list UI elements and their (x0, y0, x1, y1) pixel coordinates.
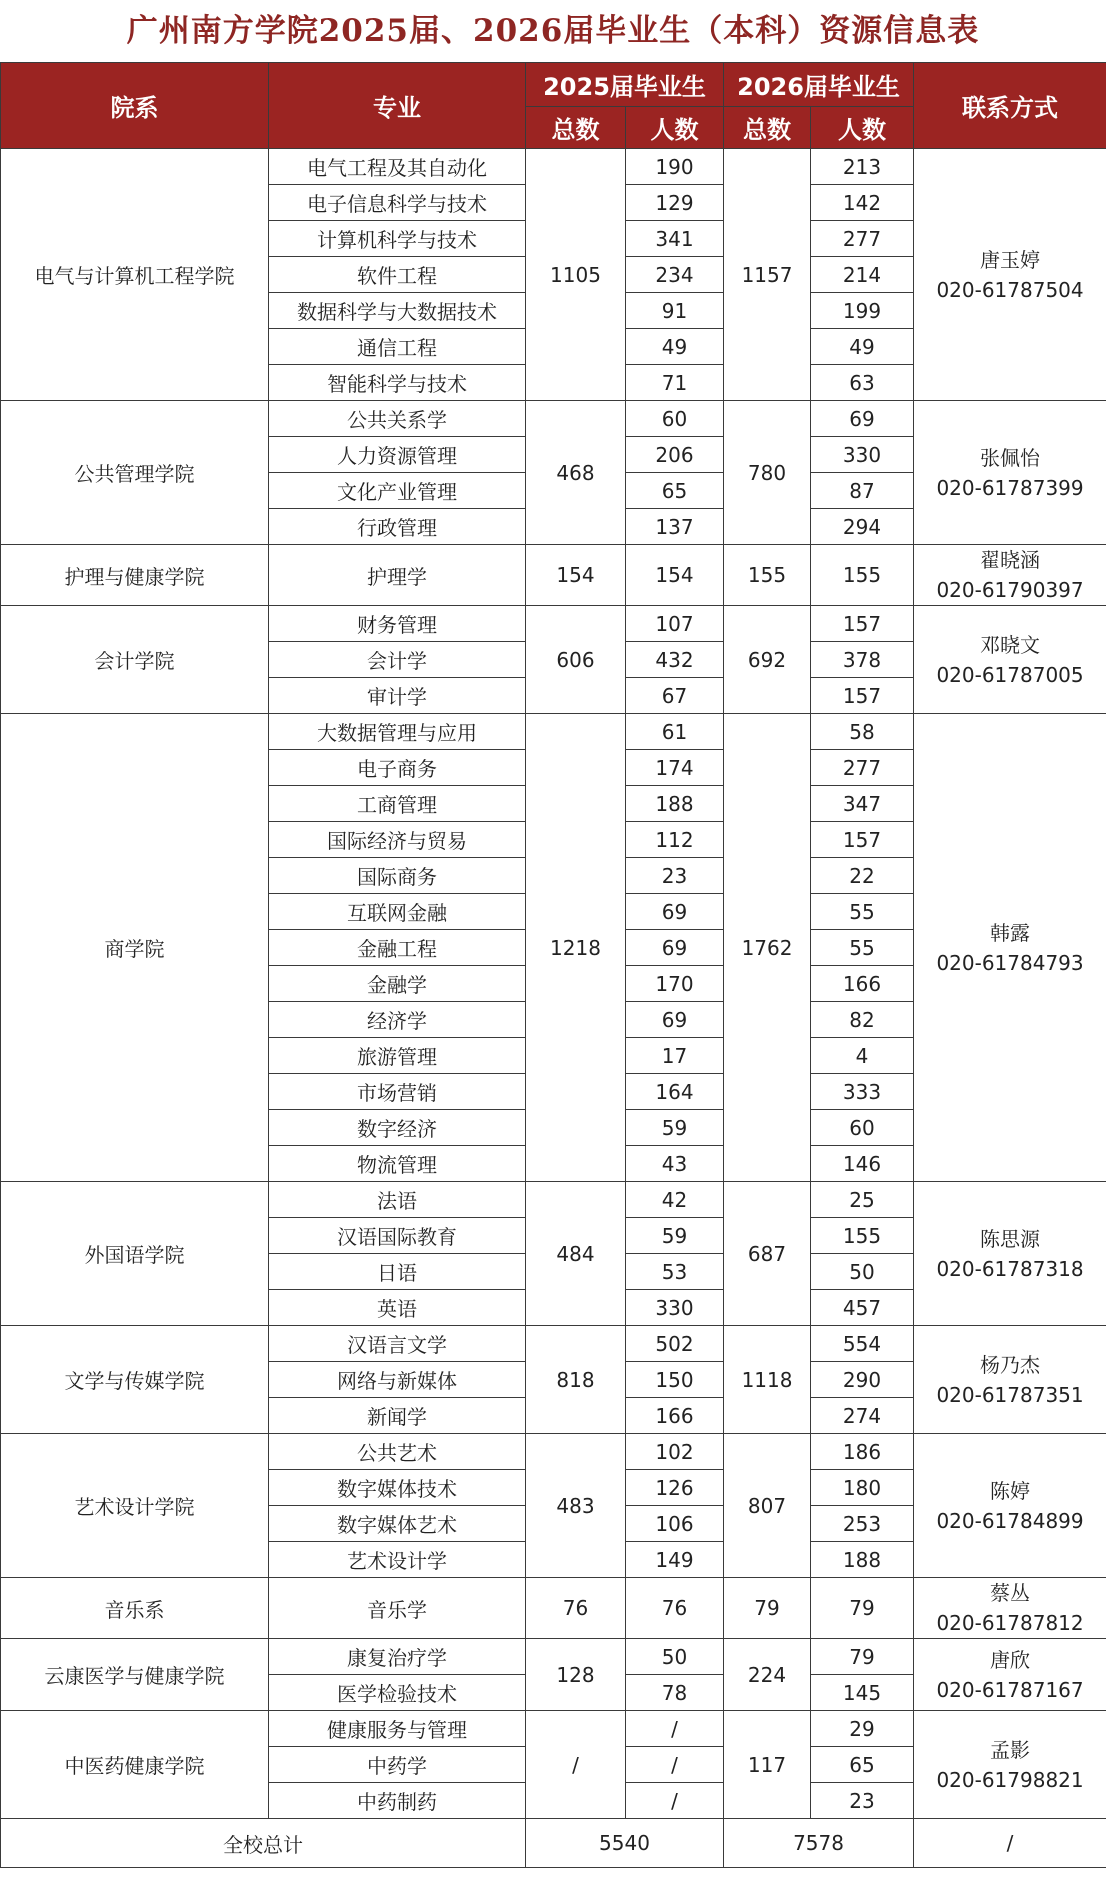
major-name: 公共艺术 (269, 1434, 526, 1470)
major-count-2025: 432 (626, 642, 724, 678)
dept-total-2026: 687 (724, 1182, 811, 1326)
contact-name: 翟晓涵 (980, 548, 1041, 572)
major-count-2025: 234 (626, 257, 724, 293)
contact-name: 杨乃杰 (980, 1352, 1041, 1377)
contact-phone: 020-61784793 (936, 950, 1084, 975)
table-row (1, 545, 1106, 606)
dept-total-2025: 154 (526, 545, 626, 606)
dept-name: 商学院 (1, 714, 269, 1182)
major-count-2025: 170 (626, 966, 724, 1002)
dept-total-2025: 606 (526, 606, 626, 714)
major-name: 计算机科学与技术 (269, 221, 526, 257)
major-count-2025: 42 (626, 1182, 724, 1218)
major-count-2025: 61 (626, 714, 724, 750)
major-count-2026: 157 (811, 678, 914, 714)
contact-cell (914, 1578, 1106, 1639)
contact-name: 蔡丛 (990, 1581, 1031, 1605)
major-count-2025: 23 (626, 858, 724, 894)
major-count-2026: 347 (811, 786, 914, 822)
major-name: 会计学 (269, 642, 526, 678)
major-name: 公共关系学 (269, 401, 526, 437)
major-count-2026: 199 (811, 293, 914, 329)
table-row (1, 401, 1106, 437)
major-name: 审计学 (269, 678, 526, 714)
major-count-2025: 53 (626, 1254, 724, 1290)
dept-name: 艺术设计学院 (1, 1434, 269, 1578)
major-name: 电子信息科学与技术 (269, 185, 526, 221)
dept-name: 文学与传媒学院 (1, 1326, 269, 1434)
total-contact: / (914, 1819, 1106, 1868)
dept-total-2025: 128 (526, 1639, 626, 1711)
major-count-2026: 69 (811, 401, 914, 437)
major-count-2026: 157 (811, 822, 914, 858)
major-count-2025: 166 (626, 1398, 724, 1434)
major-count-2025: 17 (626, 1038, 724, 1074)
header-2026: 2026届毕业生 (724, 63, 914, 107)
major-count-2026: 82 (811, 1002, 914, 1038)
major-name: 艺术设计学 (269, 1542, 526, 1578)
major-count-2025: 126 (626, 1470, 724, 1506)
dept-name: 音乐系 (1, 1578, 269, 1639)
major-count-2025: 50 (626, 1639, 724, 1675)
major-count-2026: 214 (811, 257, 914, 293)
major-count-2025: 43 (626, 1146, 724, 1182)
major-count-2026: 79 (811, 1639, 914, 1675)
major-count-2025: 69 (626, 894, 724, 930)
major-name: 智能科学与技术 (269, 365, 526, 401)
major-count-2025: 59 (626, 1218, 724, 1254)
major-name: 行政管理 (269, 509, 526, 545)
major-name: 数据科学与大数据技术 (269, 293, 526, 329)
major-count-2025: 76 (626, 1578, 724, 1639)
major-count-2025: 60 (626, 401, 724, 437)
major-name: 电气工程及其自动化 (269, 149, 526, 185)
major-count-2026: 55 (811, 930, 914, 966)
contact-cell (914, 714, 1106, 1182)
dept-total-2026: 692 (724, 606, 811, 714)
page-title: 广州南方学院2025届、2026届毕业生（本科）资源信息表 (126, 13, 980, 49)
contact-phone: 020-61787351 (936, 1382, 1084, 1407)
contact-cell (914, 606, 1106, 714)
major-name: 互联网金融 (269, 894, 526, 930)
major-count-2025: 164 (626, 1074, 724, 1110)
dept-name: 中医药健康学院 (1, 1711, 269, 1819)
dept-total-2026: 807 (724, 1434, 811, 1578)
contact-phone: 020-61798821 (936, 1767, 1084, 1792)
dept-total-2026: 79 (724, 1578, 811, 1639)
table-row (1, 1639, 1106, 1675)
major-count-2026: 87 (811, 473, 914, 509)
major-count-2025: 69 (626, 930, 724, 966)
dept-total-2025: 468 (526, 401, 626, 545)
major-count-2025: 502 (626, 1326, 724, 1362)
major-name: 中药制药 (269, 1783, 526, 1819)
table-row (1, 1326, 1106, 1362)
dept-name: 云康医学与健康学院 (1, 1639, 269, 1711)
major-name: 国际经济与贸易 (269, 822, 526, 858)
major-count-2026: 166 (811, 966, 914, 1002)
table-row (1, 714, 1106, 750)
major-count-2026: 330 (811, 437, 914, 473)
contact-cell (914, 1639, 1106, 1711)
major-name: 文化产业管理 (269, 473, 526, 509)
dept-total-2025: 1218 (526, 714, 626, 1182)
major-name: 金融学 (269, 966, 526, 1002)
dept-total-2026: 155 (724, 545, 811, 606)
major-name: 数字经济 (269, 1110, 526, 1146)
major-count-2025: 150 (626, 1362, 724, 1398)
major-name: 数字媒体艺术 (269, 1506, 526, 1542)
major-name: 汉语国际教育 (269, 1218, 526, 1254)
dept-total-2026: 1157 (724, 149, 811, 401)
table-row (1, 1711, 1106, 1747)
major-name: 健康服务与管理 (269, 1711, 526, 1747)
major-name: 日语 (269, 1254, 526, 1290)
major-name: 康复治疗学 (269, 1639, 526, 1675)
major-name: 中药学 (269, 1747, 526, 1783)
major-name: 护理学 (269, 545, 526, 606)
header-2026-total: 总数 (724, 107, 811, 149)
table-row (1, 149, 1106, 185)
major-name: 医学检验技术 (269, 1675, 526, 1711)
major-count-2026: 55 (811, 894, 914, 930)
contact-phone: 020-61787005 (936, 662, 1084, 687)
dept-total-2025: 1105 (526, 149, 626, 401)
major-name: 旅游管理 (269, 1038, 526, 1074)
contact-name: 邓晓文 (980, 632, 1041, 657)
major-name: 大数据管理与应用 (269, 714, 526, 750)
contact-cell (914, 149, 1106, 401)
major-count-2025: 188 (626, 786, 724, 822)
total-2025: 5540 (526, 1819, 724, 1868)
major-count-2026: 290 (811, 1362, 914, 1398)
major-count-2026: 155 (811, 1218, 914, 1254)
major-count-2026: 155 (811, 545, 914, 606)
dept-name: 护理与健康学院 (1, 545, 269, 606)
major-count-2026: 29 (811, 1711, 914, 1747)
major-name: 金融工程 (269, 930, 526, 966)
major-name: 软件工程 (269, 257, 526, 293)
total-row (1, 1819, 1106, 1868)
major-count-2026: 79 (811, 1578, 914, 1639)
contact-name: 唐欣 (990, 1647, 1031, 1672)
major-count-2026: 50 (811, 1254, 914, 1290)
major-count-2026: 378 (811, 642, 914, 678)
major-name: 数字媒体技术 (269, 1470, 526, 1506)
contact-phone: 020-61787812 (936, 1611, 1084, 1635)
major-count-2026: 277 (811, 750, 914, 786)
major-count-2025: 149 (626, 1542, 724, 1578)
major-count-2026: 277 (811, 221, 914, 257)
header-contact: 联系方式 (914, 63, 1106, 149)
major-count-2025: 206 (626, 437, 724, 473)
dept-total-2026: 117 (724, 1711, 811, 1819)
graduate-resource-table (0, 62, 1106, 1868)
table-row (1, 1182, 1106, 1218)
contact-phone: 020-61787399 (936, 475, 1084, 500)
table-row (1, 1578, 1106, 1639)
major-count-2026: 180 (811, 1470, 914, 1506)
dept-name: 电气与计算机工程学院 (1, 149, 269, 401)
contact-name: 唐玉婷 (980, 247, 1041, 272)
dept-name: 公共管理学院 (1, 401, 269, 545)
major-count-2025: 91 (626, 293, 724, 329)
major-count-2025: 330 (626, 1290, 724, 1326)
major-count-2026: 23 (811, 1783, 914, 1819)
total-2026: 7578 (724, 1819, 914, 1868)
contact-name: 陈思源 (980, 1226, 1041, 1251)
major-count-2025: 107 (626, 606, 724, 642)
major-name: 市场营销 (269, 1074, 526, 1110)
contact-phone: 020-61787167 (936, 1677, 1084, 1702)
major-count-2026: 146 (811, 1146, 914, 1182)
major-count-2025: 129 (626, 185, 724, 221)
major-count-2026: 213 (811, 149, 914, 185)
major-count-2026: 145 (811, 1675, 914, 1711)
contact-phone: 020-61790397 (936, 578, 1084, 602)
major-name: 新闻学 (269, 1398, 526, 1434)
major-count-2025: / (626, 1747, 724, 1783)
dept-total-2026: 780 (724, 401, 811, 545)
header-dept: 院系 (1, 63, 269, 149)
contact-phone: 020-61784899 (936, 1508, 1084, 1533)
major-name: 工商管理 (269, 786, 526, 822)
header-2025-total: 总数 (526, 107, 626, 149)
major-count-2025: 137 (626, 509, 724, 545)
major-count-2026: 457 (811, 1290, 914, 1326)
major-count-2025: 190 (626, 149, 724, 185)
header-2025-count: 人数 (626, 107, 724, 149)
header-2026-count: 人数 (811, 107, 914, 149)
major-count-2025: 65 (626, 473, 724, 509)
major-count-2026: 60 (811, 1110, 914, 1146)
major-count-2025: / (626, 1711, 724, 1747)
major-count-2025: 49 (626, 329, 724, 365)
dept-total-2025: / (526, 1711, 626, 1819)
contact-cell (914, 1326, 1106, 1434)
major-count-2025: / (626, 1783, 724, 1819)
contact-cell (914, 1711, 1106, 1819)
major-count-2025: 59 (626, 1110, 724, 1146)
dept-total-2026: 1118 (724, 1326, 811, 1434)
major-count-2026: 25 (811, 1182, 914, 1218)
major-count-2025: 67 (626, 678, 724, 714)
dept-total-2026: 224 (724, 1639, 811, 1711)
major-name: 汉语言文学 (269, 1326, 526, 1362)
contact-name: 孟影 (990, 1737, 1031, 1762)
major-count-2025: 69 (626, 1002, 724, 1038)
major-count-2026: 253 (811, 1506, 914, 1542)
major-count-2026: 186 (811, 1434, 914, 1470)
dept-total-2026: 1762 (724, 714, 811, 1182)
major-count-2025: 71 (626, 365, 724, 401)
major-name: 物流管理 (269, 1146, 526, 1182)
major-count-2026: 333 (811, 1074, 914, 1110)
contact-name: 陈婷 (990, 1478, 1031, 1503)
major-count-2026: 274 (811, 1398, 914, 1434)
major-count-2026: 22 (811, 858, 914, 894)
major-name: 财务管理 (269, 606, 526, 642)
major-count-2026: 157 (811, 606, 914, 642)
major-count-2026: 49 (811, 329, 914, 365)
dept-total-2025: 818 (526, 1326, 626, 1434)
major-name: 网络与新媒体 (269, 1362, 526, 1398)
total-label: 全校总计 (1, 1819, 526, 1868)
major-name: 电子商务 (269, 750, 526, 786)
contact-cell (914, 545, 1106, 606)
major-name: 人力资源管理 (269, 437, 526, 473)
header-major: 专业 (269, 63, 526, 149)
major-name: 法语 (269, 1182, 526, 1218)
major-count-2025: 106 (626, 1506, 724, 1542)
contact-phone: 020-61787318 (936, 1256, 1084, 1281)
table-body (1, 149, 1106, 1819)
dept-name: 会计学院 (1, 606, 269, 714)
major-count-2026: 63 (811, 365, 914, 401)
header-2025: 2025届毕业生 (526, 63, 724, 107)
contact-phone: 020-61787504 (936, 277, 1084, 302)
major-count-2026: 188 (811, 1542, 914, 1578)
major-count-2026: 142 (811, 185, 914, 221)
major-count-2026: 65 (811, 1747, 914, 1783)
dept-total-2025: 76 (526, 1578, 626, 1639)
dept-total-2025: 483 (526, 1434, 626, 1578)
major-count-2026: 58 (811, 714, 914, 750)
major-count-2025: 102 (626, 1434, 724, 1470)
contact-name: 韩露 (990, 920, 1031, 945)
major-name: 经济学 (269, 1002, 526, 1038)
contact-cell (914, 1182, 1106, 1326)
table-row (1, 606, 1106, 642)
major-count-2026: 294 (811, 509, 914, 545)
major-count-2026: 4 (811, 1038, 914, 1074)
contact-name: 张佩怡 (980, 445, 1041, 470)
major-count-2025: 341 (626, 221, 724, 257)
major-count-2025: 112 (626, 822, 724, 858)
major-count-2026: 554 (811, 1326, 914, 1362)
major-count-2025: 174 (626, 750, 724, 786)
contact-cell (914, 1434, 1106, 1578)
dept-total-2025: 484 (526, 1182, 626, 1326)
major-count-2025: 154 (626, 545, 724, 606)
major-name: 通信工程 (269, 329, 526, 365)
major-name: 国际商务 (269, 858, 526, 894)
dept-name: 外国语学院 (1, 1182, 269, 1326)
major-name: 英语 (269, 1290, 526, 1326)
major-count-2025: 78 (626, 1675, 724, 1711)
major-name: 音乐学 (269, 1578, 526, 1639)
table-row (1, 1434, 1106, 1470)
contact-cell (914, 401, 1106, 545)
